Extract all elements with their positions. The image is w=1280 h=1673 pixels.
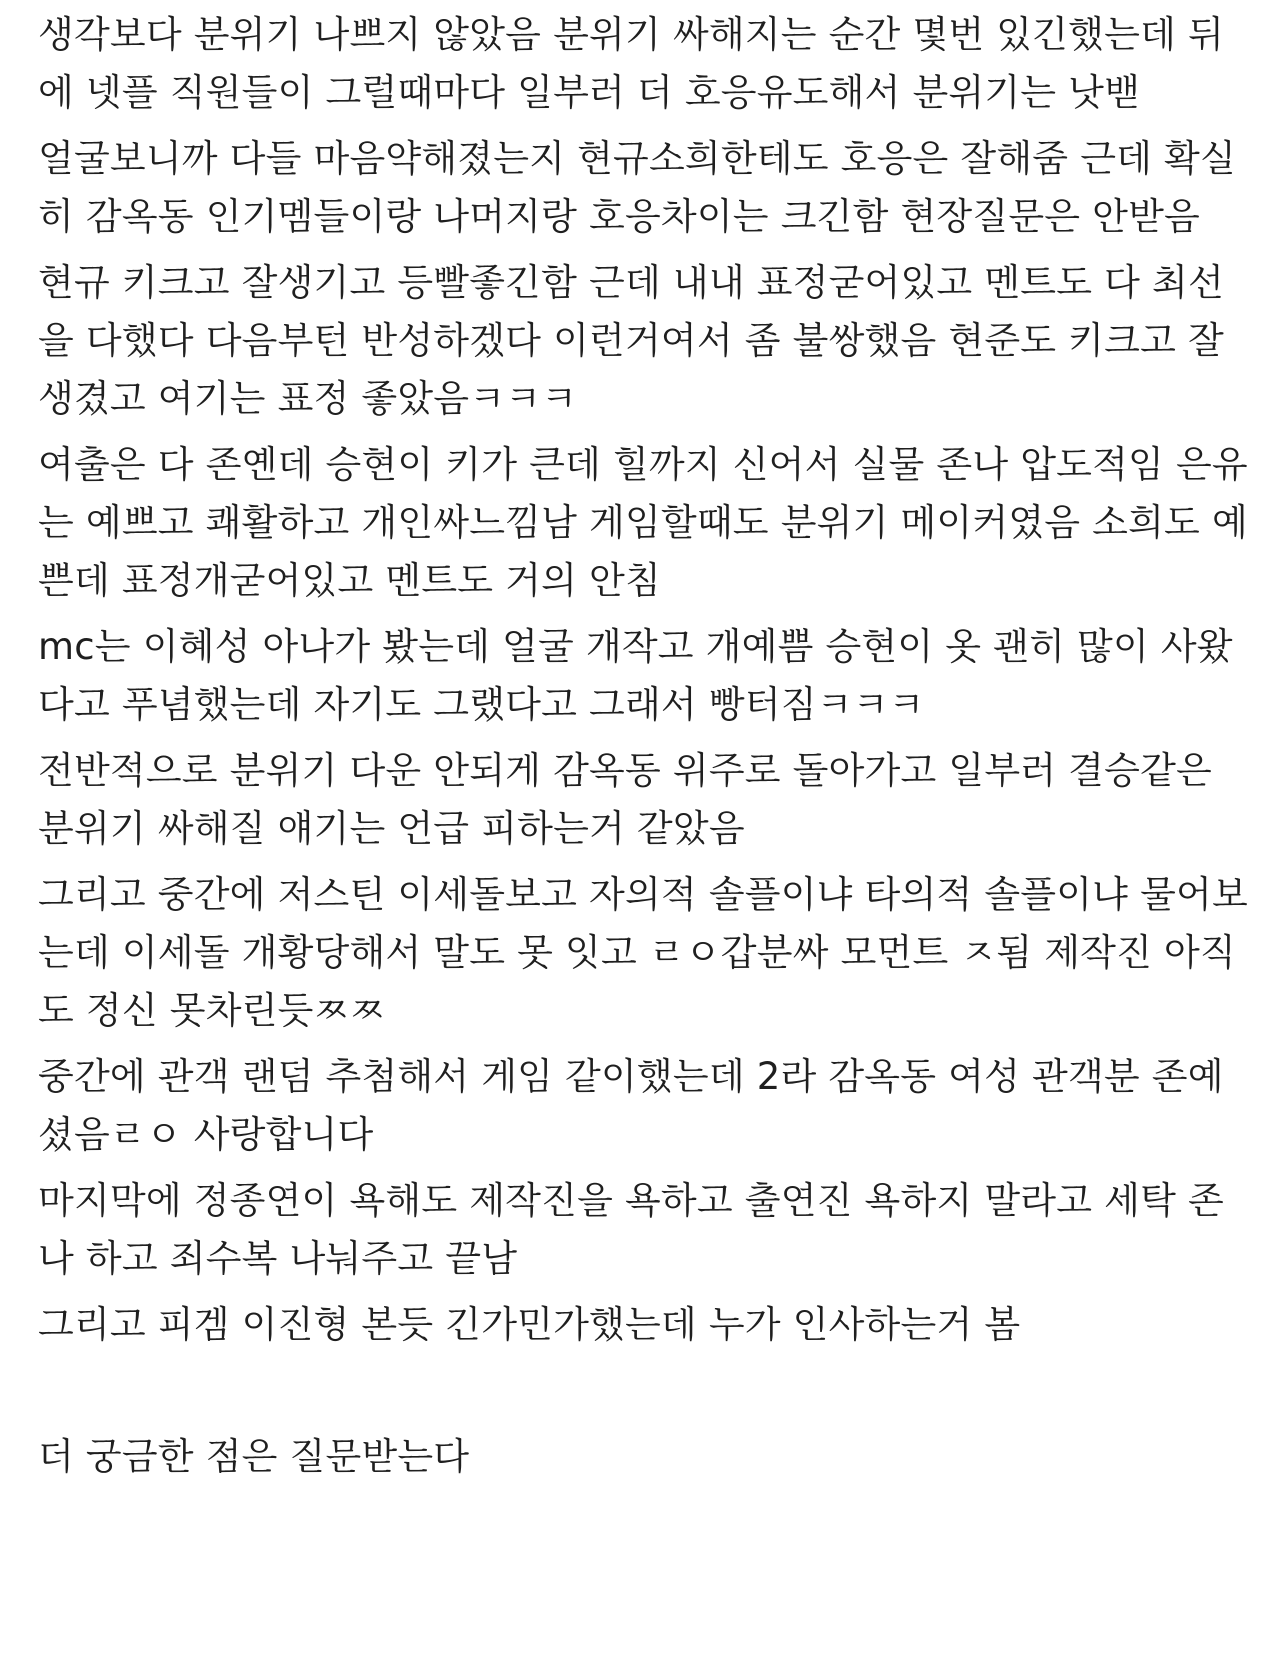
paragraph [38,130,1248,246]
paragraph [38,1296,1248,1354]
paragraph [38,1172,1248,1288]
post-body [38,0,1248,1494]
text-line: 다고 푸념했는데 자기도 그랬다고 그래서 빵터짐ㅋㅋㅋ [38,683,925,726]
text-line: 는데 이세돌 개황당해서 말도 못 잇고 ㄹㅇ갑분싸 모먼트 ㅈ됨 제작진 아직 [38,931,1236,974]
text-line: 는 예쁘고 쾌활하고 개인싸느낌남 게임할때도 분위기 메이커였음 소희도 예 [38,501,1248,544]
paragraph [38,1048,1248,1164]
paragraph [38,254,1248,428]
text-line: 더 궁금한 점은 질문받는다 [38,1435,470,1478]
paragraph [38,6,1248,122]
text-line: 히 감옥동 인기멤들이랑 나머지랑 호응차이는 크긴함 현장질문은 안받음 [38,195,1200,238]
text-line: 나 하고 죄수복 나눠주고 끝남 [38,1237,518,1280]
text-line: 중간에 관객 랜덤 추첨해서 게임 같이했는데 2라 감옥동 여성 관객분 존예 [38,1055,1224,1098]
text-line: 얼굴보니까 다들 마음약해졌는지 현규소희한테도 호응은 잘해줌 근데 확실 [38,137,1236,180]
paragraph [38,742,1248,858]
paragraph [38,618,1248,734]
text-line: 현규 키크고 잘생기고 등빨좋긴함 근데 내내 표정굳어있고 멘트도 다 최선 [38,261,1224,304]
paragraph-list [38,6,1248,1354]
text-line: 그리고 피겜 이진형 본듯 긴가민가했는데 누가 인사하는거 봄 [38,1303,1021,1346]
text-line: 생겼고 여기는 표정 좋았음ㅋㅋㅋ [38,377,578,420]
text-line: 그리고 중간에 저스틴 이세돌보고 자의적 솔플이냐 타의적 솔플이냐 물어보 [38,873,1248,916]
text-line: 여출은 다 존옌데 승현이 키가 큰데 힐까지 신어서 실물 존나 압도적임 은유 [38,443,1248,486]
text-line: mc는 이혜성 아나가 봤는데 얼굴 개작고 개예쁨 승현이 옷 괜히 많이 사왔 [38,625,1233,668]
text-line: 생각보다 분위기 나쁘지 않았음 분위기 싸해지는 순간 몇번 있긴했는데 뒤 [38,13,1224,56]
closing-paragraph [38,1428,1248,1486]
text-line: 을 다했다 다음부턴 반성하겠다 이런거여서 좀 불쌍했음 현준도 키크고 잘 [38,319,1224,362]
text-line: 셨음ㄹㅇ 사랑합니다 [38,1113,374,1156]
text-line: 쁜데 표정개굳어있고 멘트도 거의 안침 [38,559,661,602]
paragraph [38,866,1248,1040]
text-line: 분위기 싸해질 얘기는 언급 피하는거 같았음 [38,807,745,850]
text-line: 에 넷플 직원들이 그럴때마다 일부러 더 호응유도해서 분위기는 낫밷 [38,71,1141,114]
blank-line [38,1362,1248,1428]
text-line: 마지막에 정종연이 욕해도 제작진을 욕하고 출연진 욕하지 말라고 세탁 존 [38,1179,1224,1222]
text-line: 도 정신 못차린듯ㅉㅉ [38,989,386,1032]
text-line: 전반적으로 분위기 다운 안되게 감옥동 위주로 돌아가고 일부러 결승같은 [38,749,1212,792]
paragraph [38,436,1248,610]
